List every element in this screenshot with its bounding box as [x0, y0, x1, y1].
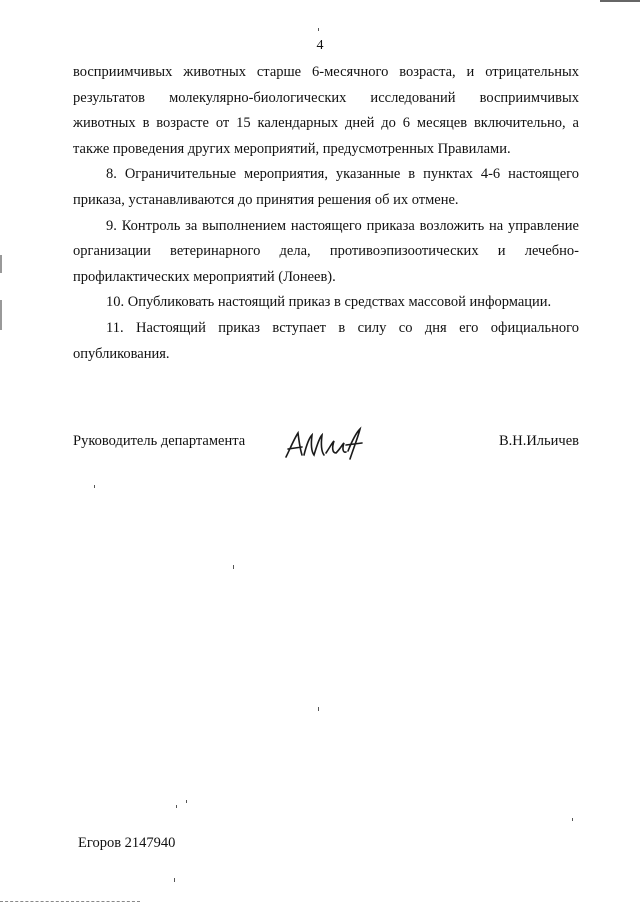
paragraph-item-11: 11. Настоящий приказ вступает в силу со дня его официального опубликования. [73, 319, 579, 362]
paragraph-item-8: 8. Ограничительные мероприятия, указанные в пунктах 4-6 настоящего приказа, устанавливаются до принятия решения об их отмене. [73, 166, 579, 208]
scan-speck [318, 28, 319, 31]
paragraph-item-10: 10. Опубликовать настоящий приказ в средствах массовой информации. [106, 294, 552, 311]
paragraph-item-9: 9. Контроль за выполнением настоящего приказа возложить на управление организации ветеринарного дела, противоэпизоотических и лечебно-профилактических мероприятий (Лонеев). [73, 217, 579, 285]
handwritten-signature [280, 425, 370, 463]
scan-edge-mark [600, 0, 640, 2]
signatory-title: Руководитель департамента [73, 433, 246, 449]
scan-speck [94, 485, 95, 488]
scan-left-mark [0, 300, 2, 330]
scan-speck [186, 800, 187, 803]
scan-speck [233, 565, 234, 569]
scan-speck [174, 878, 175, 882]
executor-note: Егоров 2147940 [78, 835, 176, 851]
scan-speck [572, 818, 573, 821]
scan-speck [318, 707, 319, 711]
paragraph-continuation: восприимчивых животных старше 6-месячного возраста, и отрицательных результатов молекулярно-биологических исследований восприимчивых животных в возрасте от 15 календарных дней до 6 месяцев включительно, а также проведения других мероприятий, предусмотренных Правилами. [73, 64, 579, 157]
document-body [73, 60, 579, 367]
scan-left-mark [0, 255, 2, 273]
signature-block [73, 425, 579, 465]
page-number: 4 [316, 38, 324, 53]
signatory-name: В.Н.Ильичев [498, 433, 579, 449]
scan-bottom-edge [0, 901, 140, 903]
scan-speck [176, 805, 177, 808]
